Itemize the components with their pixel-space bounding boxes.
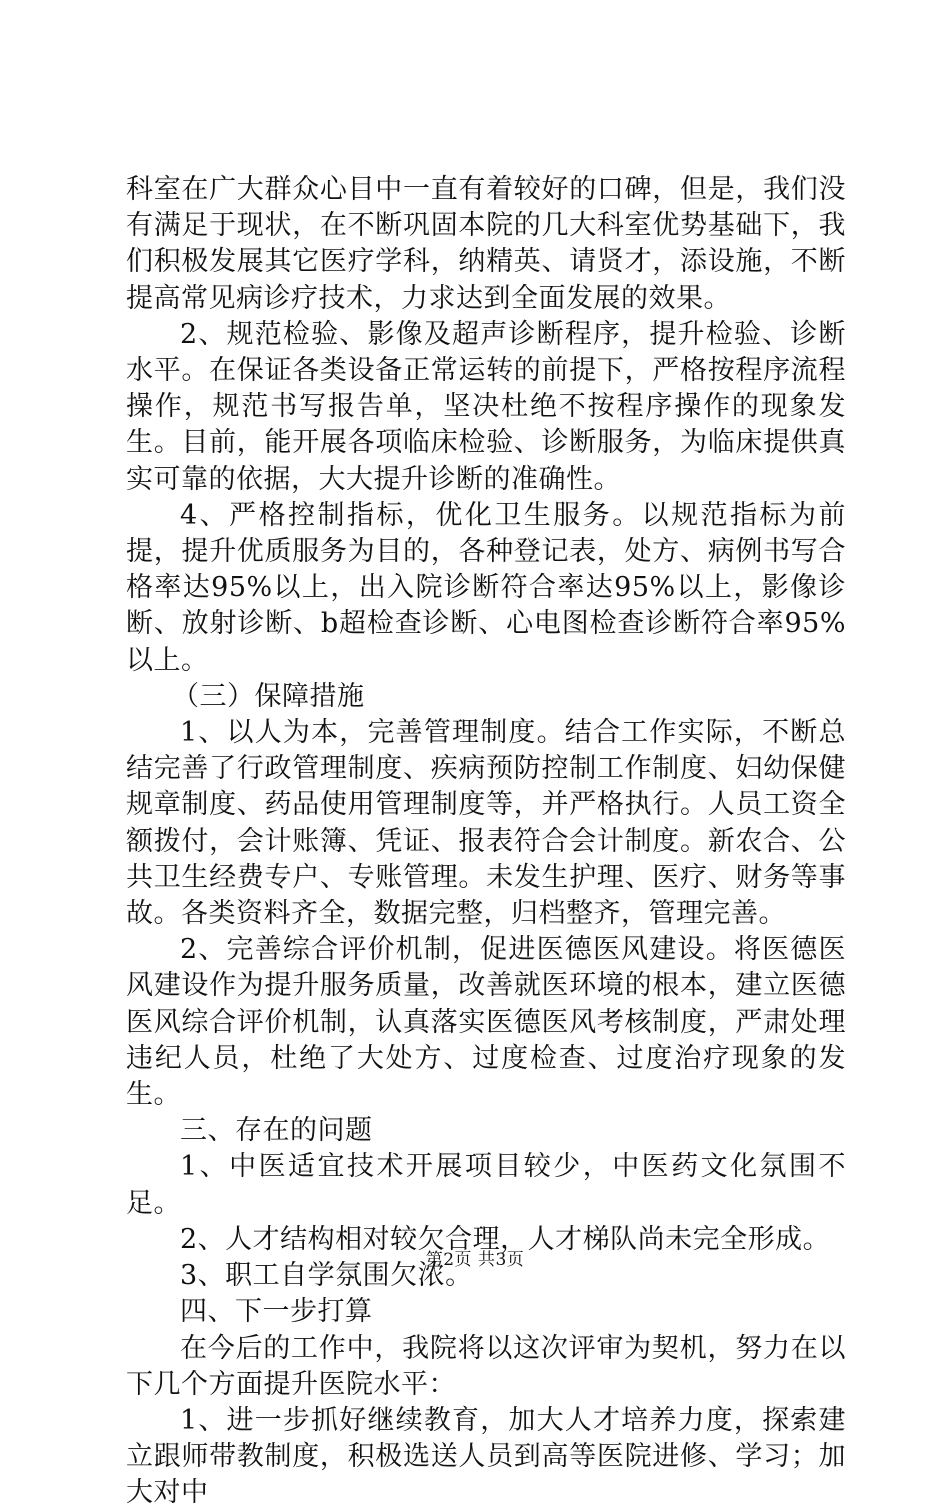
paragraph-continuation: 科室在广大群众心目中一直有着较好的口碑，但是，我们没有满足于现状，在不断巩固本院的几大科室优势基础下，我们积极发展其它医疗学科，纳精英、请贤才，添设施，不断提高常见病诊疗技术，力求达到全面发展的效果。 xyxy=(126,174,846,314)
list-item-plan-1: 1、进一步抓好继续教育，加大人才培养力度，探索建立跟师带教制度，积极选送人员到高等医院进修、学习；加大对中 xyxy=(126,1404,846,1509)
paragraph-next-steps-intro: 在今后的工作中，我院将以这次评审为契机，努力在以下几个方面提升医院水平： xyxy=(126,1332,846,1400)
section-heading-next-steps: 四、下一步打算 xyxy=(180,1296,373,1328)
page-number-footer: 第2页 共3页 xyxy=(425,1250,525,1270)
list-item-problem-3: 3、职工自学氛围欠浓。 xyxy=(180,1260,473,1292)
list-item-problem-1: 1、中医适宜技术开展项目较少，中医药文化氛围不足。 xyxy=(126,1151,846,1219)
paragraph-management-system: 1、以人为本，完善管理制度。结合工作实际，不断总结完善了行政管理制度、疾病预防控制工作制度、妇幼保健规章制度、药品使用管理制度等，并严格执行。人员工资全额拨付，会计账簿、凭证、报表符合会计制度。新农合、公共卫生经费专户、专账管理。未发生护理、医疗、财务等事故。各类资料齐全，数据完整，归档整齐，管理完善。 xyxy=(126,717,846,930)
list-item-problem-2: 2、人才结构相对较欠合理，人才梯队尚未完全形成。 xyxy=(180,1223,831,1255)
section-heading-problems: 三、存在的问题 xyxy=(180,1115,373,1147)
paragraph-quality-indicators: 4、严格控制指标，优化卫生服务。以规范指标为前提，提升优质服务为目的，各种登记表，处方、病例书写合格率达95%以上，出入院诊断符合率达95%以上，影像诊断、放射诊断、b超检查诊断、心电图检查诊断符合率95%以上。 xyxy=(126,499,846,676)
document-body xyxy=(126,172,846,1512)
paragraph-exam-procedures: 2、规范检验、影像及超声诊断程序，提升检验、诊断水平。在保证各类设备正常运转的前提下，严格按程序流程操作，规范书写报告单，坚决杜绝不按程序操作的现象发生。目前，能开展各项临床检验、诊断服务，为临床提供真实可靠的依据，大大提升诊断的准确性。 xyxy=(126,318,846,495)
section-heading-safeguards: （三）保障措施 xyxy=(172,680,365,712)
paragraph-medical-ethics: 2、完善综合评价机制，促进医德医风建设。将医德医风建设作为提升服务质量，改善就医环境的根本，建立医德医风综合评价机制，认真落实医德医风考核制度，严肃处理违纪人员，杜绝了大处方、过度检查、过度治疗现象的发生。 xyxy=(126,934,846,1111)
